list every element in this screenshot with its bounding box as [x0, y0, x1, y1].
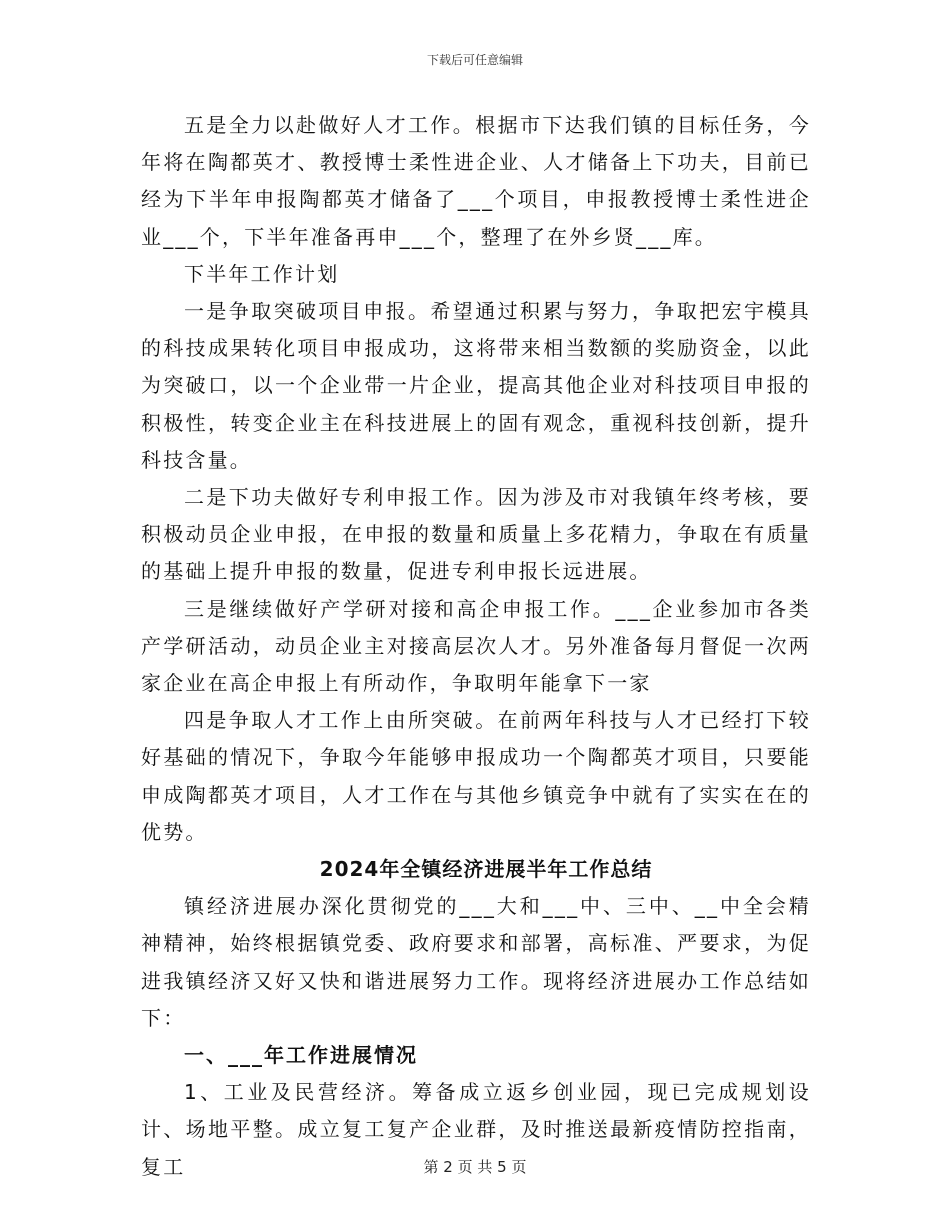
paragraph-talent-work: 五是全力以赴做好人才工作。根据市下达我们镇的目标任务，今年将在陶都英才、教授博士柔性进企业、人才储备上下功夫，目前已经为下半年申报陶都英才储备了___个项目，申报教授博士柔性进企业___个，下半年准备再申___个，整理了在外乡贤___库。: [141, 113, 811, 249]
page-header: 下载后可任意编辑: [426, 53, 523, 67]
heading-progress: 一、___年工作进展情况: [184, 1043, 418, 1068]
paragraph-plan-3: 三是继续做好产学研对接和高企申报工作。___企业参加市各类产学研活动，动员企业主对接高层次人才。另外准备每月督促一次两家企业在高企申报上有所动作，争取明年能拿下一家: [141, 596, 811, 696]
paragraph-industry: 1、工业及民营经济。筹备成立返乡创业园，现已完成规划设计、场地平整。成立复工复产企业群，及时推送最新疫情防控指南，复工: [141, 1080, 811, 1179]
section-title: 2024年全镇经济进展半年工作总结: [319, 857, 653, 882]
paragraph-plan-1: 一是争取突破项目申报。希望通过积累与努力，争取把宏宇模具的科技成果转化项目申报成功，这将带来相当数额的奖励资金，以此为突破口，以一个企业带一片企业，提高其他企业对科技项目申报的积极性，转变企业主在科技进展上的固有观念，重视科技创新，提升科技含量。: [141, 299, 811, 472]
page-footer: 第 2 页 共 5 页: [423, 1158, 527, 1176]
paragraph-intro: 镇经济进展办深化贯彻党的___大和___中、三中、__中全会精神精神，始终根据镇党委、政府要求和部署，高标准、严要求，为促进我镇经济又好又快和谐进展努力工作。现将经济进展办工作总结如下：: [141, 894, 811, 1030]
document-body: [141, 107, 811, 1186]
paragraph-plan-4: 四是争取人才工作上由所突破。在前两年科技与人才已经打下较好基础的情况下，争取今年能够申报成功一个陶都英才项目，只要能申成陶都英才项目，人才工作在与其他乡镇竞争中就有了实实在在的优势。: [141, 708, 811, 844]
subheading-work-plan: 下半年工作计划: [184, 261, 340, 286]
paragraph-plan-2: 二是下功夫做好专利申报工作。因为涉及市对我镇年终考核，要积极动员企业申报，在申报的数量和质量上多花精力，争取在有质量的基础上提升申报的数量，促进专利申报长远进展。: [141, 485, 811, 584]
